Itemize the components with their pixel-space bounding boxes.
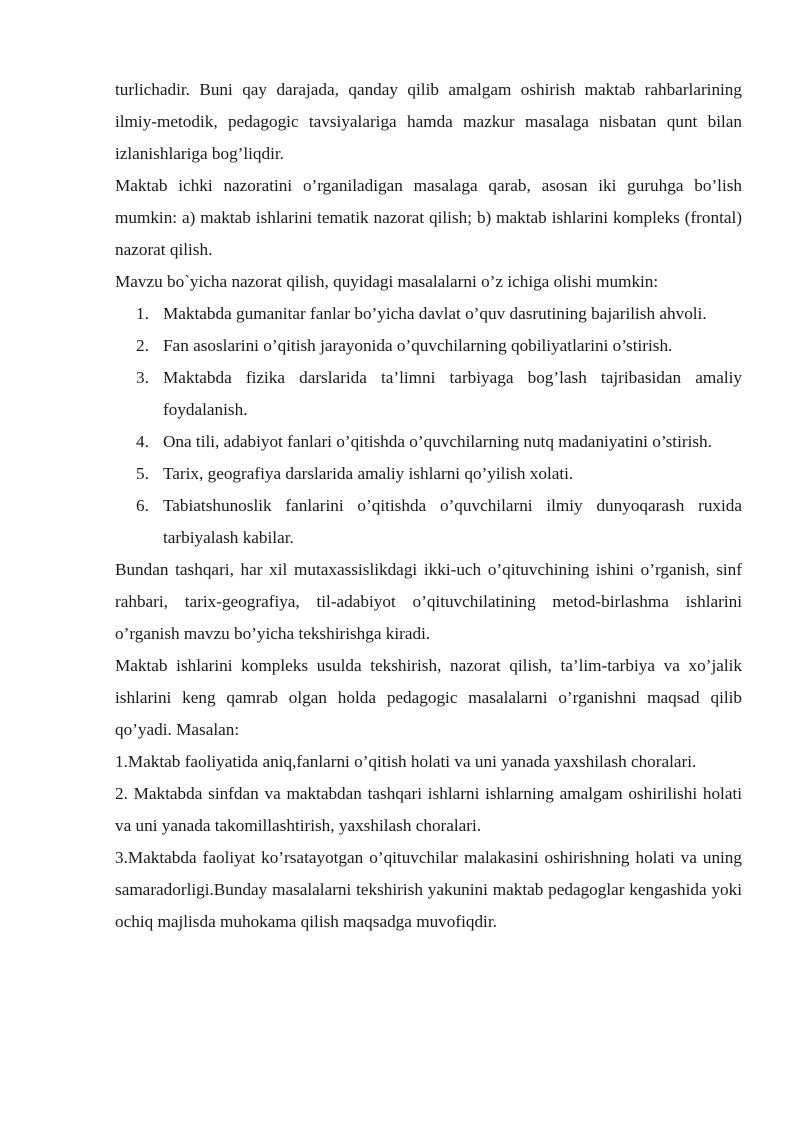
list-item	[115, 330, 742, 362]
list-item	[115, 458, 742, 490]
list-item-text: Ona tili, adabiyot fanlari o’qitishda o’quvchilarning nutq madaniyatini o’stirish.	[163, 432, 712, 451]
paragraph-example-3: 3.Maktabda faoliyat ko’rsatayotgan o’qituvchilar malakasini oshirishning holati va uning samaradorligi.Bunday masalalarni tekshirish yakunini maktab pedagoglar kengashida yoki ochiq majlisda muhokama qilish maqsadga muvofiqdir.	[115, 848, 742, 931]
list-item-number: 2.	[136, 336, 149, 355]
list-item-text: Maktabda gumanitar fanlar bo’yicha davlat o’quv dasrutining bajarilish ahvoli.	[163, 304, 707, 323]
list-item-number: 5.	[136, 464, 149, 483]
document-page	[115, 74, 742, 938]
list-item	[115, 490, 742, 554]
list-item-text: Tabiatshunoslik fanlarini o’qitishda o’quvchilarni ilmiy dunyoqarash ruxida tarbiyalash kabilar.	[163, 496, 742, 547]
paragraph-intro: turlichadir. Buni qay darajada, qanday qilib amalgam oshirish maktab rahbarlarining ilmiy-metodik, pedagogic tavsiyalariga hamda mazkur masalaga nisbatan qunt bilan izlanishlariga bog’liqdir.	[115, 80, 742, 163]
list-item	[115, 362, 742, 426]
list-item	[115, 298, 742, 330]
paragraph-complex-control: Maktab ishlarini kompleks usulda tekshirish, nazorat qilish, ta’lim-tarbiya va xo’jalik ishlarini keng qamrab olgan holda pedagogic masalalarni o’rganishni maqsad qilib qo’yadi. Masalan:	[115, 656, 742, 739]
paragraph-example-1: 1.Maktab faoliyatida aniq,fanlarni o’qitish holati va uni yanada yaxshilash choralari.	[115, 752, 697, 771]
paragraph-control-types: Maktab ichki nazoratini o’rganiladigan masalaga qarab, asosan iki guruhga bo’lish mumkin: a) maktab ishlarini tematik nazorat qilish; b) maktab ishlarini kompleks (frontal) nazorat qilish.	[115, 176, 742, 259]
list-item-number: 6.	[136, 496, 149, 515]
list-item-text: Tarix, geografiya darslarida amaliy ishlarni qo’yilish xolati.	[163, 464, 574, 483]
list-item-text: Fan asoslarini o’qitish jarayonida o’quvchilarning qobiliyatlarini o’stirish.	[163, 336, 673, 355]
list-item-text: Maktabda fizika darslarida ta’limni tarbiyaga bog’lash tajribasidan amaliy foydalanish.	[163, 368, 742, 419]
paragraph-example-2: 2. Maktabda sinfdan va maktabdan tashqari ishlarni ishlarning amalgam oshirilishi holati va uni yanada takomillashtirish, yaxshilash choralari.	[115, 784, 742, 835]
list-item-number: 4.	[136, 432, 149, 451]
list-item	[115, 426, 742, 458]
thematic-control-list	[115, 298, 742, 554]
list-item-number: 1.	[136, 304, 149, 323]
paragraph-thematic-intro: Mavzu bo`yicha nazorat qilish, quyidagi masalalarni o’z ichiga olishi mumkin:	[115, 272, 659, 291]
paragraph-additional: Bundan tashqari, har xil mutaxassislikdagi ikki-uch o’qituvchining ishini o’rganish, sinf rahbari, tarix-geografiya, til-adabiyot o’qituvchilatining metod-birlashma ishlarini o’rganish mavzu bo’yicha tekshirishga kiradi.	[115, 560, 742, 643]
list-item-number: 3.	[136, 368, 149, 387]
